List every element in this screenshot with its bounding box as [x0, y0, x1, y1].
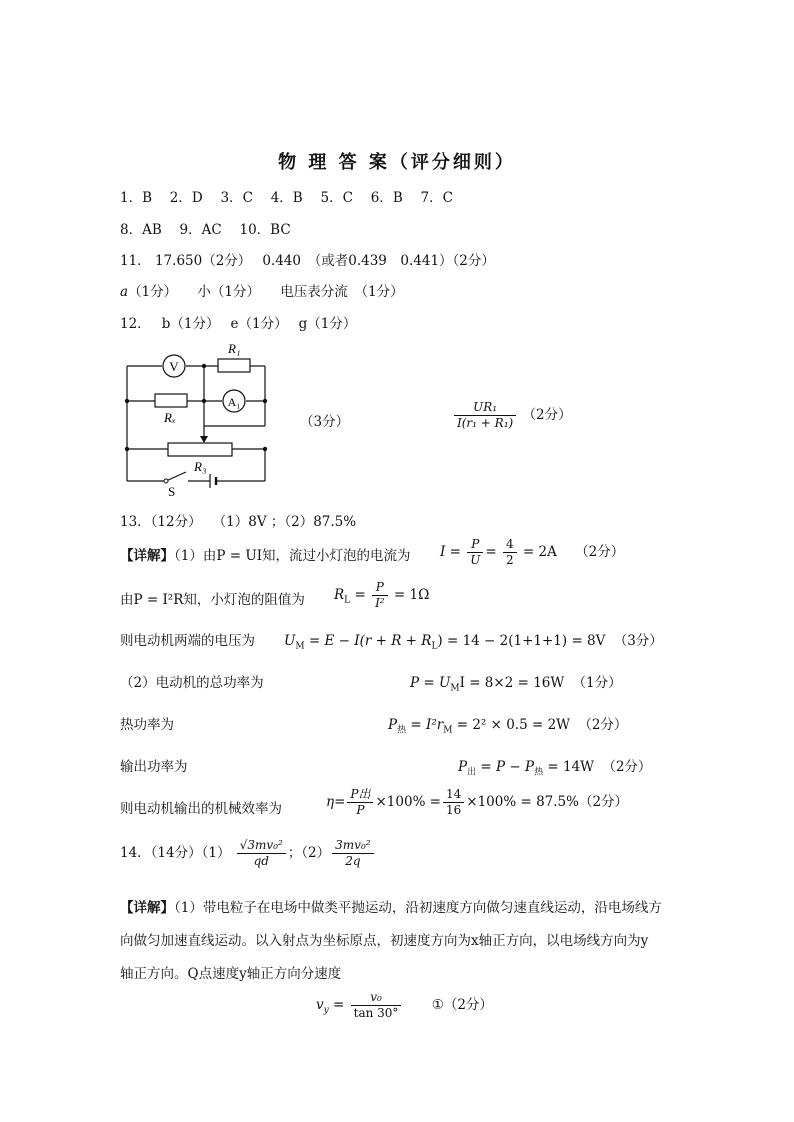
circuit-score: （3分） [300, 414, 350, 430]
frac-num: √3mv₀² [237, 838, 286, 854]
fraction-v0-over-tan30 [351, 990, 402, 1021]
circuit-diagram [120, 336, 280, 498]
q13-step-3-text: 则电动机两端的电压为 [120, 633, 255, 649]
fraction-4-over-2 [503, 537, 517, 568]
fraction-14-over-16 [443, 787, 464, 818]
formula-i: I = [440, 544, 461, 560]
frac-num: v₀ [351, 990, 402, 1006]
formula-result: ×100% = 87.5% [466, 794, 579, 810]
frac-num: 4 [503, 537, 517, 553]
q11-line-1: 11． 17.650（2分） 0.440 （或者0.439 0.441）（2分） [120, 253, 495, 269]
q13-step-4-text: （2）电动机的总功率为 [120, 675, 264, 691]
q13-step-6-formula [458, 755, 651, 778]
switch-label: S [168, 484, 176, 498]
q12-fraction-denominator: I(r₁ + R₁) [457, 416, 514, 430]
q11-symbol-a: a [120, 284, 129, 300]
score: （2分） [578, 794, 629, 810]
formula-p: P = U [410, 675, 451, 691]
formula-eta: η= [326, 794, 346, 810]
score: ①（2分） [431, 997, 493, 1013]
q14-header-text: 14．（14分）（1） [120, 845, 231, 861]
q14-answer-1 [237, 838, 286, 869]
formula-mid: = E − I(r + R + R [304, 633, 432, 649]
q14-paragraph-line-2: 向做匀加速直线运动。以入射点为坐标原点，初速度方向为x轴正方向，以电场线方向为y [120, 933, 649, 949]
frac-den: I² [375, 596, 385, 610]
frac-den: qd [253, 854, 269, 868]
sub-l: L [344, 595, 351, 606]
q13-step-2-formula: $R_L$ = $\frac{P}{\text{I²}}$ = 1Ω [334, 580, 430, 610]
q13-step-1-desc: （1）由P = UI知，流过小灯泡的电流为 [174, 548, 411, 564]
sub-heat: 热 [534, 767, 544, 778]
formula-mid: = P − P [476, 759, 535, 775]
equals: = [333, 997, 345, 1013]
formula-result: = 1Ω [393, 587, 430, 603]
frac-num: 14 [443, 787, 464, 803]
q13-step-3-formula [284, 629, 663, 652]
q11-line-2-text: （1分） 小（1分） 电压表分流 （1分） [128, 284, 404, 300]
ammeter-label: A₁ [227, 395, 241, 409]
choice-answers-row-1: 1．B 2．D 3．C 4．B 5．C 6．B 7．C [120, 190, 453, 206]
frac-num: P [467, 537, 483, 553]
rx-label: Rₓ [164, 410, 176, 425]
formula-result: I = 8×2 = 16W [459, 675, 565, 691]
sub-out: 出 [467, 767, 477, 778]
frac-num: P [372, 580, 388, 596]
formula-p: P [388, 717, 398, 733]
q13-step-2-text: 由P = I²R知，小灯泡的阻值为 [120, 592, 305, 608]
q13-step-1-text [120, 544, 411, 564]
frac-den: 16 [446, 803, 462, 817]
q13-step-5-formula [388, 713, 627, 736]
detail-tag: 【详解】 [120, 900, 174, 916]
detail-tag: 【详解】 [120, 548, 174, 564]
frac-den: 2 [505, 553, 514, 567]
sub-m: M [295, 641, 305, 652]
q14-header [120, 838, 376, 869]
fraction-p-over-u [467, 537, 483, 568]
frac-num: P出 [347, 787, 373, 803]
q12-answer-line: 12． b（1分） e（1分） g（1分） [120, 316, 357, 332]
formula-mid: = I²r [406, 717, 444, 733]
page-title: 物 理 答 案（评分细则） [278, 152, 516, 173]
paragraph-text: （1）带电粒子在电场中做类平抛运动，沿初速度方向做匀速直线运动，沿电场线方 [174, 900, 662, 916]
choice-answers-row-2: 8．AB 9．AC 10．BC [120, 222, 291, 238]
score: （3分） [613, 633, 663, 649]
q14-equation-1 [316, 990, 493, 1021]
q13-step-6-text: 输出功率为 [120, 759, 188, 775]
r1-label: R₁ [228, 341, 241, 356]
q13-step-5-text: 热功率为 [120, 717, 174, 733]
resistor-rx [155, 394, 187, 407]
formula-result: ) = 14 − 2(1+1+1) = 8V [437, 633, 606, 649]
frac-num: 3mv₀² [332, 838, 373, 854]
frac-den: 2q [345, 854, 361, 868]
frac-den: P [356, 803, 365, 817]
q13-step-4-formula [410, 671, 622, 694]
fraction-p-over-i2 [372, 580, 388, 611]
q13-header: 13．（12分） （1）8V ；（2）87.5% [120, 514, 357, 530]
q14-paragraph-line-3: 轴正方向。Q点速度y轴正方向分速度 [120, 966, 342, 982]
sub-heat: 热 [397, 725, 407, 736]
q11-line-2 [120, 280, 404, 300]
q12-fraction [454, 400, 516, 431]
formula-mid: ×100% = [375, 794, 441, 810]
q12-fraction-numerator: UR₁ [454, 400, 516, 416]
formula-result: = 14W [543, 759, 595, 775]
frac-den: tan 30° [353, 1006, 399, 1020]
score: （2分） [578, 717, 628, 733]
sub-m: M [443, 725, 453, 736]
formula-r: R [334, 587, 345, 603]
frac-den: U [470, 553, 481, 567]
formula-v: v [316, 997, 324, 1013]
score: （2分） [575, 544, 625, 560]
q12-formula [452, 400, 572, 431]
sub-y: y [323, 1005, 329, 1016]
formula-p: P [458, 759, 468, 775]
rheostat-r3 [168, 443, 232, 456]
sub-m: M [450, 683, 460, 694]
q13-step-1-formula: I = $\frac{P}{U}$ = $\frac{4}{2}$ = 2A （2分） [440, 537, 625, 567]
sub-l: L [431, 641, 438, 652]
formula-result: = 2² × 0.5 = 2W [452, 717, 571, 733]
formula-u: U [284, 633, 296, 649]
q13-step-7-formula [326, 787, 628, 818]
voltmeter-label: V [169, 359, 179, 374]
q14-separator: ；（2） [287, 845, 331, 861]
score: （1分） [572, 675, 622, 691]
fraction-pout-over-p [347, 787, 373, 818]
q14-answer-2 [332, 838, 373, 869]
score: （2分） [602, 759, 652, 775]
q12-formula-score: （2分） [522, 407, 572, 423]
q13-step-7-text: 则电动机输出的机械效率为 [120, 801, 282, 817]
formula-result: = 2A [522, 544, 557, 560]
q14-paragraph-line-1 [120, 896, 662, 916]
resistor-r1 [218, 359, 250, 372]
r3-label: R₃ [194, 459, 207, 474]
